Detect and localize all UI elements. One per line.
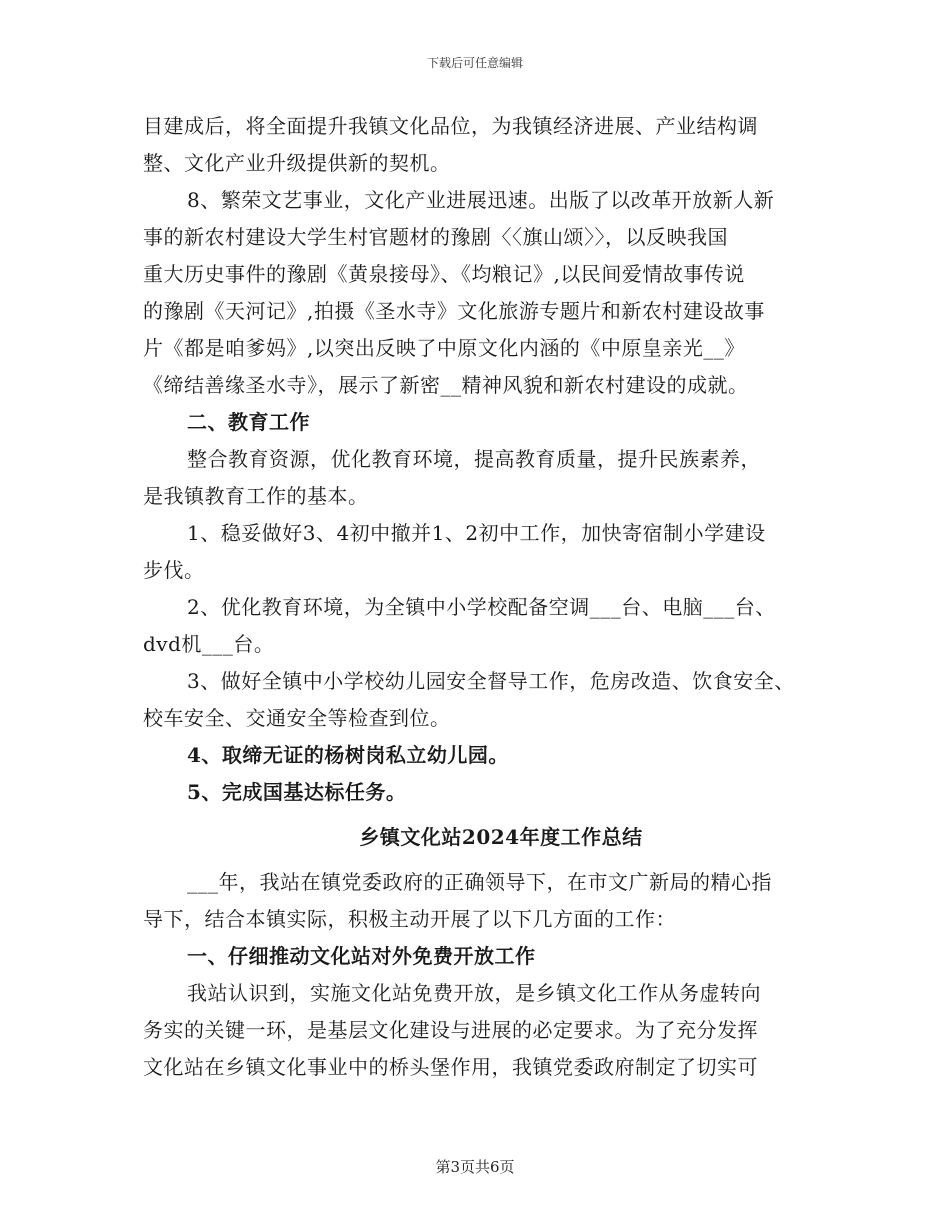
text-line: 《缔结善缘圣水寺》，展示了新密__精神风貌和新农村建设的成就。	[143, 373, 749, 397]
text-line: 是我镇教育工作的基本。	[143, 484, 369, 508]
section-heading-line: 5、完成国基达标任务。	[187, 780, 407, 804]
text-line: dvd机___台。	[143, 632, 275, 656]
header-note: 下载后可任意编辑	[426, 56, 523, 70]
text-line: 重大历史事件的豫剧《黄泉接母》、《均粮记》,以民间爱情故事传说	[143, 262, 745, 286]
document-body	[143, 108, 823, 1086]
text-line: 整、文化产业升级提供新的契机。	[143, 151, 451, 175]
text-line: 导下，结合本镇实际，积极主动开展了以下几方面的工作：	[143, 907, 676, 931]
section-heading-line: 二、教育工作	[187, 410, 310, 434]
section-title: 乡镇文化站2024年度工作总结	[359, 825, 643, 849]
text-line: 2、优化教育环境，为全镇中小学校配备空调___台、电脑___台、	[187, 595, 776, 619]
text-line: 文化站在乡镇文化事业中的桥头堡作用，我镇党委政府制定了切实可	[143, 1055, 758, 1079]
text-line: 务实的关键一环，是基层文化建设与进展的必定要求。为了充分发挥	[143, 1018, 758, 1042]
text-line: 校车安全、交通安全等检查到位。	[143, 706, 451, 730]
text-line: 的豫剧《天河记》,拍摄《圣水寺》文化旅游专题片和新农村建设故事	[143, 299, 765, 323]
section-heading-line: 4、取缔无证的杨树岗私立幼儿园。	[187, 743, 509, 767]
page-number: 第3页共6页	[435, 1158, 515, 1176]
text-line: 我站认识到，实施文化站免费开放，是乡镇文化工作从务虚转向	[187, 981, 761, 1005]
text-line: 步伐。	[143, 558, 205, 582]
text-line: 片《都是咱爹妈》,以突出反映了中原文化内涵的《中原皇亲光__》	[143, 336, 745, 360]
text-line: 8、繁荣文艺事业，文化产业进展迅速。出版了以改革开放新人新	[187, 188, 775, 212]
text-line: 整合教育资源，优化教育环境，提高教育质量，提升民族素养，	[187, 447, 761, 471]
text-line: 事的新农村建设大学生村官题材的豫剧〈〈旗山颂〉〉，以反映我国	[143, 225, 728, 249]
text-line: 1、稳妥做好3、4初中撤并1、2初中工作，加快寄宿制小学建设	[187, 521, 766, 545]
text-line: ___年，我站在镇党委政府的正确领导下，在市文广新局的精心指	[187, 870, 772, 894]
text-line: 目建成后，将全面提升我镇文化品位，为我镇经济进展、产业结构调	[143, 114, 758, 138]
section-heading-line: 一、仔细推动文化站对外免费开放工作	[187, 944, 536, 968]
text-line: 3、做好全镇中小学校幼儿园安全督导工作，危房改造、饮食安全、	[187, 669, 795, 693]
